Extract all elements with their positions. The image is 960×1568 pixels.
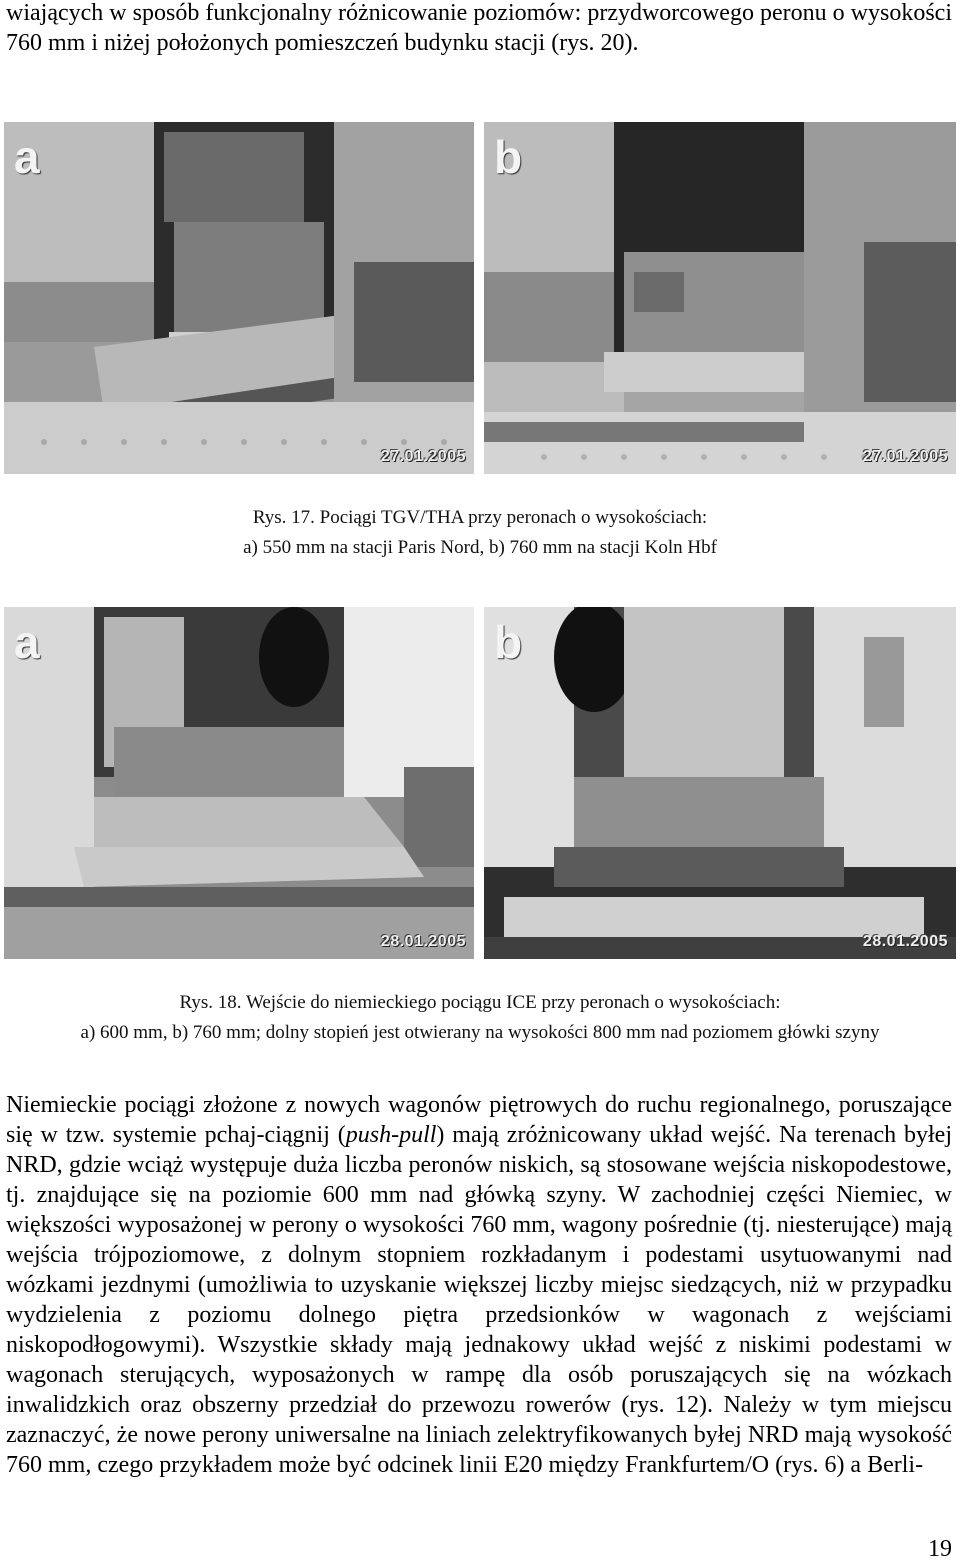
photo-date-stamp: 28.01.2005 bbox=[862, 933, 948, 950]
photo-date-stamp: 28.01.2005 bbox=[380, 933, 466, 950]
figure-18-photo-a bbox=[4, 607, 474, 959]
figure-17-photo-b bbox=[484, 122, 956, 474]
tgv-door-high-platform-image bbox=[484, 122, 956, 474]
photo-date-stamp: 27.01.2005 bbox=[380, 448, 466, 465]
body-text-part-2: ) mają zróżnicowany układ wejść. Na terenach byłej NRD, gdzie wciąż występuje duża liczba peronów niskich, są stosowane wejścia niskopodestowe, tj. znajdujące się na poziomie 600 mm nad główką szyny. W zachodniej części Niemiec, w większości wyposażonej w perony o wysokości 760 mm, wagony pośrednie (tj. niesterujące) mają wejścia trójpoziomowe, z dolnym stopniem rozkładanym i podestami usytuowanymi nad wózkami jezdnymi (umożliwia to uzyskanie większej liczby miejsc siedzących, niż w przypadku wydzielenia z poziomu dolnego piętra przedsionków w wagonach z wejściami niskopodłogowymi). Wszystkie składy mają jednakowy układ wejść z niskimi podestami w wagonach sterujących, wyposażonych w rampę dla osób poruszających się na wózkach inwalidzkich oraz obszerny przedział do przewozu rowerów (rys. 12). Należy w tym miejscu zaznaczyć, że nowe perony uniwersalne na liniach zelektryfikowanych byłej NRD mają wysokość 760 mm, czego przykładem może być odcinek linii E20 między Frankfurtem/O (rys. 6) a Berli- bbox=[6, 1122, 952, 1478]
figure-18-caption-line-1: Rys. 18. Wejście do niemieckiego pociągu ICE przy peronach o wysokościach: bbox=[179, 992, 781, 1013]
ice-door-760mm-image bbox=[484, 607, 956, 959]
figure-17-caption-line-2: a) 550 mm na stacji Paris Nord, b) 760 mm na stacji Koln Hbf bbox=[243, 537, 717, 558]
body-text-italic-term: push-pull bbox=[345, 1122, 437, 1148]
figure-18-caption-line-2: a) 600 mm, b) 760 mm; dolny stopień jest otwierany na wysokości 800 mm nad poziomem główki szyny bbox=[80, 1022, 880, 1043]
photo-label-a: a bbox=[14, 616, 40, 668]
photo-label-a: a bbox=[14, 131, 40, 183]
photo-label-b: b bbox=[494, 616, 523, 668]
photo-label-b: b bbox=[494, 131, 523, 183]
page-number: 19 bbox=[928, 1536, 952, 1562]
photo-date-stamp: 27.01.2005 bbox=[862, 448, 948, 465]
tgv-door-low-platform-image bbox=[4, 122, 474, 474]
figure-17-caption-line-1: Rys. 17. Pociągi TGV/THA przy peronach o wysokościach: bbox=[252, 507, 708, 528]
body-paragraph bbox=[6, 1090, 952, 1480]
intro-paragraph: wiających w sposób funkcjonalny różnicowanie poziomów: przydworcowego peronu o wysokości 760 mm i niżej położonych pomieszczeń budynku stacji (rys. 20). bbox=[6, 0, 952, 56]
body-text-part-1: Niemieckie pociągi złożone z nowych wagonów piętrowych do ruchu regionalnego, poruszające się w tzw. systemie pchaj-ciągnij ( bbox=[6, 1092, 952, 1148]
figure-18-photo-b bbox=[484, 607, 956, 959]
figure-17-photo-a bbox=[4, 122, 474, 474]
ice-door-600mm-image bbox=[4, 607, 474, 959]
